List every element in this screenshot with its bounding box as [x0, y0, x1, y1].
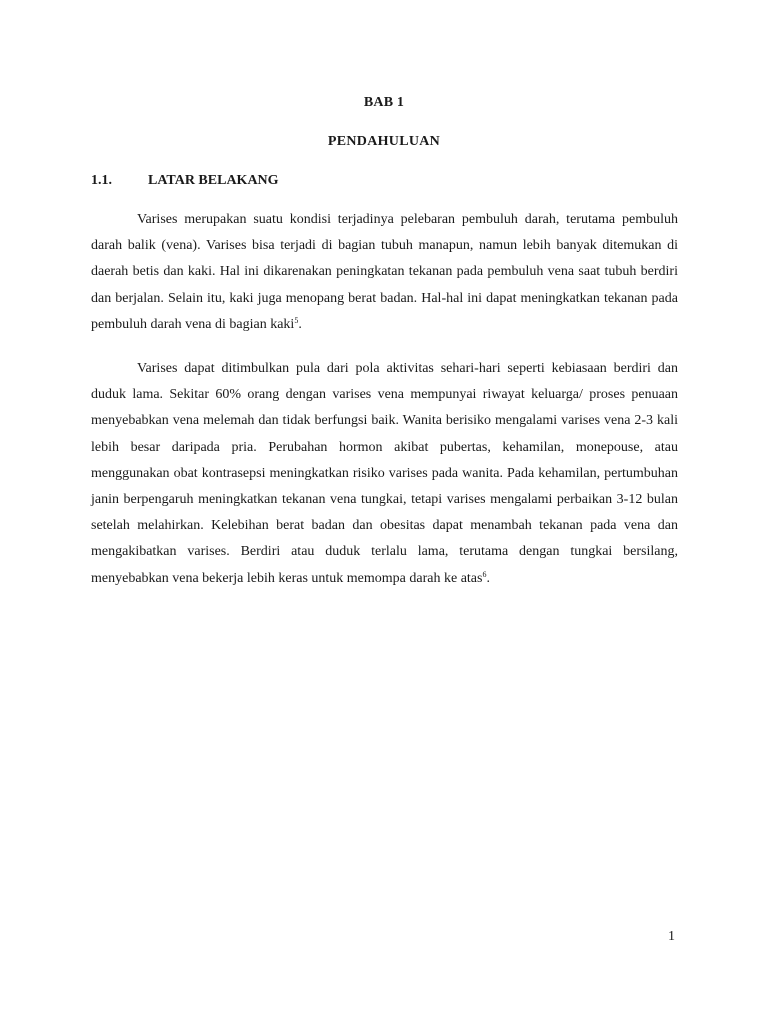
paragraph-2-end: . — [486, 570, 490, 586]
page-number: 1 — [668, 929, 675, 944]
paragraph-1-end: . — [298, 316, 302, 332]
paragraph-1 — [91, 207, 678, 338]
section-number: 1.1. — [91, 173, 112, 188]
chapter-number: BAB 1 — [363, 95, 405, 110]
chapter-title: PENDAHULUAN — [327, 134, 441, 149]
section-heading — [91, 173, 279, 189]
section-title: LATAR BELAKANG — [148, 173, 279, 188]
citation-superscript: 5 — [294, 315, 299, 325]
paragraph-2 — [91, 356, 678, 592]
paragraph-2-text: Varises dapat ditimbulkan pula dari pola aktivitas sehari-hari seperti kebiasaan berdiri dan duduk lama. Sekitar 60% orang dengan varises vena mempunyai riwayat keluarga/ proses penuaan menyebabkan vena melemah dan tidak berfungsi baik. Wanita berisiko mengalami varises vena 2-3 kali lebih besar daripada pria. Perubahan hormon akibat pubertas, kehamilan, monepouse, atau menggunakan obat kontrasepsi meningkatkan risiko varises pada wanita. Pada kehamilan, pertumbuhan janin berpengaruh meningkatkan tekanan vena tungkai, tetapi varises mengalami perbaikan 3-12 bulan setelah melahirkan. Kelebihan berat badan dan obesitas dapat menambah tekanan pada vena dan mengakibatkan varises. Berdiri atau duduk terlalu lama, terutama dengan tungkai bersilang, menyebabkan vena bekerja lebih keras untuk memompa darah ke atas — [91, 361, 678, 586]
citation-superscript: 6 — [482, 569, 487, 579]
paragraph-1-text: Varises merupakan suatu kondisi terjadinya pelebaran pembuluh darah, terutama pembuluh darah balik (vena). Varises bisa terjadi di bagian tubuh manapun, namun lebih banyak ditemukan di daerah betis dan kaki. Hal ini dikarenakan peningkatan tekanan pada pembuluh vena saat tubuh berdiri dan berjalan. Selain itu, kaki juga menopang berat badan. Hal-hal ini dapat meningkatkan tekanan pada pembuluh darah vena di bagian kaki — [91, 212, 678, 332]
